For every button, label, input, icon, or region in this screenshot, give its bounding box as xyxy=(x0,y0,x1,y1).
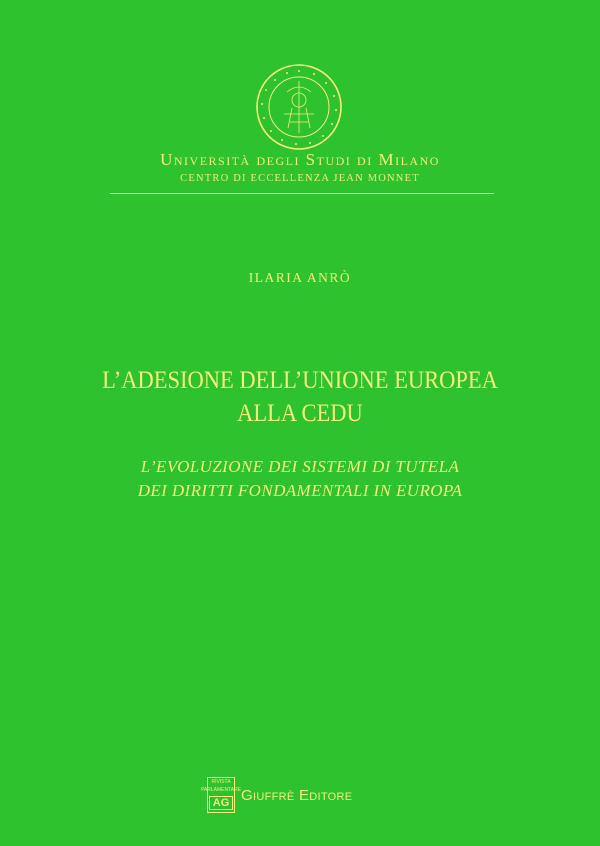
title-line: ALLA CEDU xyxy=(237,400,363,427)
logo-mark: AG xyxy=(209,796,233,810)
center-name: CENTRO DI ECCELLENZA JEAN MONNET xyxy=(180,173,420,184)
publisher-name: Giuffrè Editore xyxy=(241,786,353,804)
subtitle-line: DEI DIRITTI FONDAMENTALI IN EUROPA xyxy=(137,481,463,500)
book-subtitle xyxy=(0,455,600,503)
university-name: Università degli Studi di Milano xyxy=(160,150,440,169)
university-seal-icon xyxy=(254,62,344,152)
logo-text-middle: PARLAMENTARE xyxy=(200,787,242,793)
publisher-logo-icon xyxy=(200,777,242,813)
subtitle-line: L’EVOLUZIONE DEI SISTEMI DI TUTELA xyxy=(140,457,460,476)
book-title xyxy=(30,364,570,430)
logo-text-top: RIVISTA xyxy=(211,779,231,785)
divider-rule xyxy=(110,193,494,194)
title-line: L’ADESIONE DELL’UNIONE EUROPEA xyxy=(102,367,498,394)
publisher-block xyxy=(200,775,353,815)
author-name: ILARIA ANRÒ xyxy=(248,270,352,285)
